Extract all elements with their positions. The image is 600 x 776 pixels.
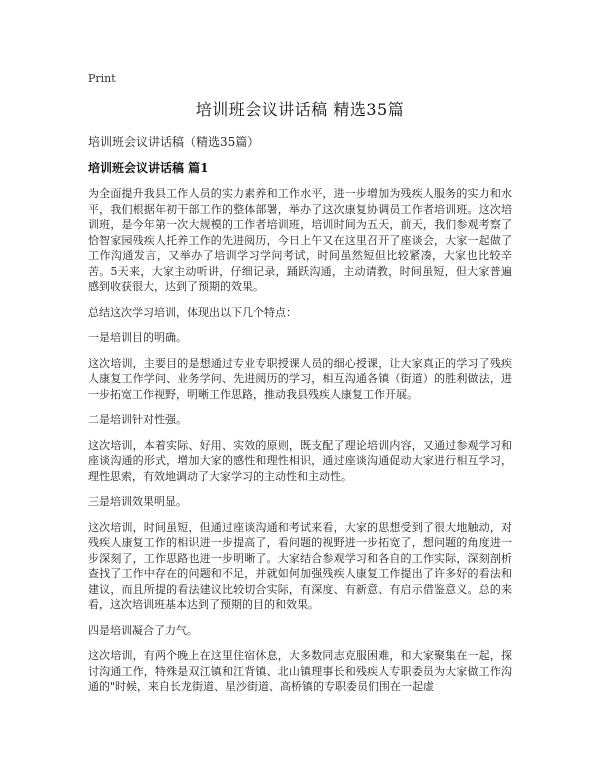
paragraph-summary-lead: 总结这次学习培训，体现出以下几个特点： <box>88 305 297 319</box>
paragraph-point-3: 这次培训，时间虽短，但通过座谈沟通和考试来看，大家的思想受到了很大地触动，对残疾人康复工作的相识进一步提高了，看问题的视野进一步拓宽了，想问题的角度进一步深刻了，工作思路也进一步明晰了。大家结合参观学习和各自的工作实际，深刻剖析查找了工作中存在的问题和不足，并就如何加强残疾人康复工作提出了许多好的看法和建议，而且所提的看法建议比较切合实际，有深度、有新意、有启示借鉴意义。总的来看，这次培训班基本达到了预期的目的和效果。 <box>88 520 512 611</box>
paragraph-point-2: 这次培训，本着实际、好用、实效的原则，既支配了理论培训内容，又通过参观学习和座谈沟通的形式，增加大家的感性和理性相识，通过座谈沟通促动大家进行相互学习，理性思索，有效地调动了大家学习的主动性和主动性。 <box>88 438 512 483</box>
paragraph-point-4: 这次培训，有两个晚上在这里住宿休息，大多数同志克服困难，和大家聚集在一起，探讨沟通工作，特殊是双江镇和江背镇、北山镇理事长和残疾人专职委员为大家做工作沟通的"时候，来自长龙街道、星沙街道、高桥镇的专职委员们围在一起虚 <box>88 649 512 693</box>
document-title: 培训班会议讲话稿 精选35篇 <box>195 100 405 119</box>
point-heading-1: 一是培训目的明确。 <box>88 331 187 344</box>
point-heading-3: 三是培训效果明显。 <box>88 495 187 508</box>
document-subtitle: 培训班会议讲话稿（精选35篇） <box>88 135 260 149</box>
paragraph-intro: 为全面提升我县工作人员的实力素养和工作水平，进一步增加为残疾人服务的实力和水平，我们根据年初干部工作的整体部署，举办了这次康复协调员工作者培训班。这次培训班，是今年第一次大规模的工作者培训班，培训时间为五天，前天，我们参观考察了恰智家园残疾人托养工作的先进阅历，今日上午又在这里召开了座谈会，大家一起做了工作沟通发言，又举办了培训学习学问考试，时间虽然短但比较紧凑，大家也比较辛苦。5天来，大家主动听讲，仔细记录，踊跃沟通，主动请教，时间虽短，但大家普遍感到收获很大，达到了预期的效果。 <box>88 187 512 293</box>
paragraph-point-1: 这次培训，主要目的是想通过专业专职授课人员的细心授课，让大家真正的学习了残疾人康复工作学问、业务学问、先进阅历的学习，相互沟通各镇（街道）的胜利做法，进一步拓宽工作视野，明晰工作思路，推动我县残疾人康复工作开展。 <box>88 356 512 401</box>
point-heading-2: 二是培训针对性强。 <box>88 413 187 426</box>
print-link[interactable]: Print <box>88 72 116 85</box>
section-heading: 培训班会议讲话稿 篇1 <box>88 161 209 175</box>
point-heading-4: 四是培训凝合了力气。 <box>88 623 198 637</box>
